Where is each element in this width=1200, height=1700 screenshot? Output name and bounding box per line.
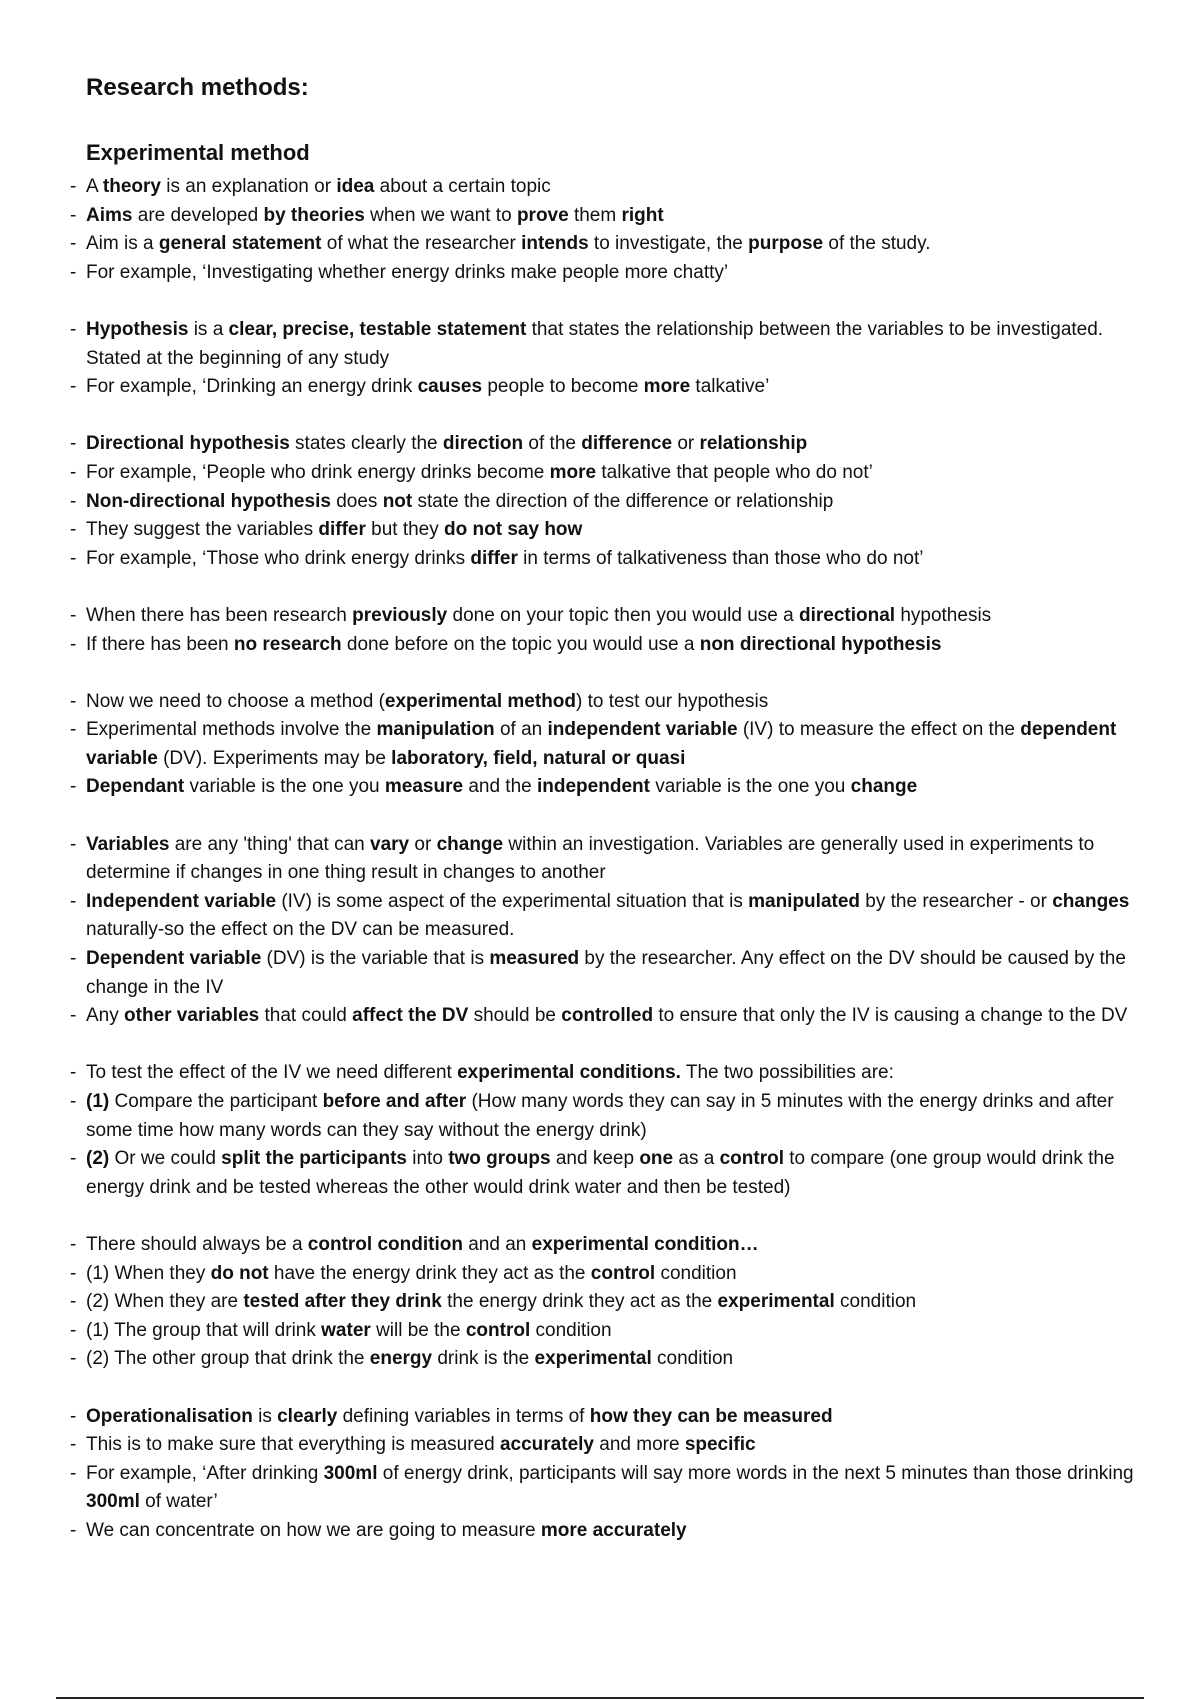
- text-run: (DV) is the variable that is: [261, 948, 490, 970]
- text-run: Experimental methods involve the: [86, 719, 377, 741]
- text-run: done on your topic then you would use a: [447, 604, 799, 626]
- bullet-item: [70, 545, 1140, 574]
- text-run: (IV) is some aspect of the experimental situation that is: [276, 890, 749, 912]
- bullet-item: [70, 1431, 1140, 1460]
- bold-text: Hypothesis: [86, 318, 189, 340]
- text-run: is: [252, 1405, 278, 1427]
- bold-text: Operationalisation: [86, 1405, 253, 1427]
- bullet-item: [70, 373, 1140, 402]
- bullet-item: [70, 230, 1140, 259]
- text-run: but they: [365, 519, 445, 541]
- bullet-item: [70, 1288, 1140, 1317]
- text-run: condition: [655, 1262, 737, 1284]
- text-run: condition: [651, 1348, 734, 1370]
- text-run: defining variables in terms of: [337, 1405, 590, 1427]
- bold-text: manipulated: [748, 890, 861, 912]
- text-run: drink is the: [432, 1348, 535, 1370]
- text-run: variable is the one you: [649, 776, 851, 798]
- text-run: are developed: [132, 204, 264, 226]
- text-run: ) to test our hypothesis: [576, 690, 769, 712]
- bullet-item: [70, 1145, 1140, 1202]
- bold-text: manipulation: [376, 719, 495, 741]
- bold-text: direction: [442, 433, 524, 455]
- bold-text: non directional hypothesis: [699, 633, 942, 655]
- bold-text: independent variable: [547, 719, 738, 741]
- bold-text: prove: [516, 204, 569, 226]
- bold-text: water: [321, 1319, 371, 1341]
- bullet-item: [70, 1517, 1140, 1546]
- bullet-item: [70, 602, 1140, 631]
- text-run: to investigate, the: [588, 233, 749, 255]
- text-run: (IV) to measure the effect on the: [737, 719, 1021, 741]
- bold-text: do not say how: [444, 519, 583, 541]
- text-run: and the: [463, 776, 537, 798]
- bullet-item: [70, 631, 1140, 660]
- text-run: talkative’: [690, 376, 770, 398]
- bullet-item: [70, 516, 1140, 545]
- bold-text: more: [643, 376, 691, 398]
- bold-text: intends: [521, 233, 589, 255]
- bold-text: control: [465, 1319, 531, 1341]
- bullet-item: [70, 1059, 1140, 1088]
- bold-text: Independent variable: [86, 890, 277, 912]
- bold-text: idea: [336, 176, 375, 197]
- bold-text: Aims: [86, 204, 133, 226]
- bold-text: relationship: [699, 433, 808, 455]
- bullet-item: [70, 202, 1140, 231]
- text-run: people to become: [482, 376, 644, 398]
- bold-text: clear, precise, testable statement: [228, 318, 527, 340]
- bold-text: vary: [370, 833, 410, 855]
- bullet-item: [70, 888, 1140, 945]
- bold-text: control condition: [307, 1233, 463, 1255]
- text-run: (2) The other group that drink the: [86, 1348, 370, 1370]
- bullet-item: [70, 831, 1140, 888]
- text-run: should be: [468, 1005, 562, 1027]
- bullet-group: [70, 173, 1140, 287]
- text-run: within an investigation. Variables are generally used in experiments to determine if changes in one thing result in changes to another: [86, 833, 1095, 884]
- bold-text: split the participants: [221, 1148, 407, 1170]
- bold-text: experimental condition…: [531, 1233, 759, 1255]
- bold-text: more: [549, 461, 597, 483]
- bottom-divider: [56, 1697, 1144, 1699]
- bold-text: Variables: [86, 833, 170, 855]
- bold-text: general statement: [158, 233, 322, 255]
- text-run: This is to make sure that everything is measured: [86, 1434, 500, 1456]
- bold-text: affect the DV: [352, 1005, 469, 1027]
- text-run: (How many words they can say in 5 minutes with the energy drinks and after some time how many words can they say without the energy drink): [86, 1091, 1114, 1141]
- bold-text: theory: [102, 176, 161, 197]
- bold-text: tested after they drink: [243, 1291, 442, 1313]
- text-run: and keep: [550, 1148, 640, 1170]
- section-heading: Experimental method: [86, 140, 310, 165]
- text-run: of what the researcher: [321, 233, 522, 255]
- text-run: For example, ‘Drinking an energy drink: [86, 376, 418, 398]
- bullet-group: [70, 688, 1140, 802]
- bullet-item: [70, 173, 1140, 202]
- text-run: that states the relationship between the variables to be investigated. Stated at the beginning of any study: [86, 318, 1104, 369]
- bold-text: control: [590, 1262, 656, 1284]
- bold-text: how they can be measured: [589, 1405, 833, 1427]
- text-run: is a: [188, 318, 229, 340]
- text-run: of energy drink, participants will say more words in the next 5 minutes than those drinking: [377, 1462, 1134, 1484]
- text-run: Or we could: [109, 1148, 222, 1170]
- text-run: or: [672, 433, 700, 455]
- bullet-group: [70, 1231, 1140, 1374]
- bold-text: differ: [318, 519, 366, 541]
- bullet-item: [70, 1002, 1140, 1031]
- bullet-item: [70, 1403, 1140, 1432]
- bold-text: difference: [581, 433, 673, 455]
- text-run: is an explanation or: [160, 176, 337, 197]
- bullet-item: [70, 1260, 1140, 1289]
- text-run: will be the: [370, 1319, 466, 1341]
- bold-text: do not: [210, 1262, 269, 1284]
- text-run: that could: [259, 1005, 353, 1027]
- text-run: They suggest the variables: [86, 519, 319, 541]
- bullet-group: [70, 1403, 1140, 1546]
- bold-text: (1): [86, 1091, 110, 1112]
- text-run: Any: [86, 1005, 125, 1027]
- text-run: the energy drink they act as the: [441, 1291, 718, 1313]
- notes-body: [70, 173, 1140, 1574]
- bullet-item: [70, 259, 1140, 288]
- text-run: of the: [523, 433, 582, 455]
- text-run: For example, ‘Those who drink energy drinks: [86, 547, 471, 569]
- bullet-item: [70, 688, 1140, 717]
- bold-text: Directional hypothesis: [86, 433, 290, 455]
- text-run: A: [86, 176, 103, 197]
- text-run: when we want to: [364, 204, 517, 226]
- bullet-item: [70, 716, 1140, 773]
- bold-text: Dependent variable: [86, 948, 262, 970]
- text-run: For example, ‘After drinking: [86, 1462, 324, 1484]
- bold-text: dependent variable: [86, 719, 1117, 769]
- bold-text: by theories: [263, 204, 365, 226]
- bold-text: (2): [86, 1148, 110, 1170]
- bold-text: experimental conditions.: [457, 1062, 681, 1084]
- text-run: and more: [593, 1434, 685, 1456]
- text-run: We can concentrate on how we are going to measure: [86, 1519, 541, 1541]
- text-run: When there has been research: [86, 604, 353, 626]
- bold-text: two groups: [448, 1148, 551, 1170]
- bold-text: specific: [684, 1434, 756, 1456]
- bullet-item: [70, 945, 1140, 1002]
- bullet-item: [70, 1231, 1140, 1260]
- bullet-item: [70, 459, 1140, 488]
- text-run: have the energy drink they act as the: [268, 1262, 591, 1284]
- bold-text: clearly: [277, 1405, 338, 1427]
- text-run: naturally-so the effect on the DV can be measured.: [86, 919, 515, 941]
- text-run: to ensure that only the IV is causing a change to the DV: [653, 1005, 1128, 1027]
- text-run: by the researcher - or: [860, 890, 1053, 912]
- text-run: Compare the participant: [109, 1091, 323, 1112]
- bold-text: one: [639, 1148, 674, 1170]
- text-run: variable is the one you: [184, 776, 385, 798]
- bold-text: directional: [798, 604, 896, 626]
- bold-text: 300ml: [323, 1462, 378, 1484]
- page-title: Research methods:: [86, 74, 309, 101]
- text-run: If there has been: [86, 633, 234, 655]
- bullet-item: [70, 773, 1140, 802]
- bullet-item: [70, 316, 1140, 373]
- bold-text: before and after: [322, 1091, 467, 1112]
- text-run: of water’: [139, 1491, 218, 1513]
- bold-text: differ: [470, 547, 518, 569]
- text-run: There should always be a: [86, 1233, 308, 1255]
- bullet-item: [70, 430, 1140, 459]
- bold-text: change: [850, 776, 918, 798]
- text-run: of an: [494, 719, 548, 741]
- text-run: For example, ‘Investigating whether energy drinks make people more chatty’: [86, 261, 729, 283]
- text-run: states clearly the: [289, 433, 443, 455]
- bullet-item: [70, 1460, 1140, 1517]
- text-run: To test the effect of the IV we need different: [86, 1062, 458, 1084]
- bold-text: experimental: [717, 1291, 835, 1313]
- text-run: by the researcher. Any effect on the DV should be caused by the change in the IV: [86, 948, 1126, 998]
- text-run: into: [406, 1148, 449, 1170]
- text-run: (2) When they are: [86, 1291, 244, 1313]
- bullet-item: [70, 1317, 1140, 1346]
- bold-text: controlled: [561, 1005, 654, 1027]
- bold-text: previously: [352, 604, 448, 626]
- text-run: The two possibilities are:: [680, 1062, 894, 1084]
- bold-text: Non-directional hypothesis: [86, 490, 331, 512]
- bullet-item: [70, 488, 1140, 517]
- bold-text: control: [719, 1148, 784, 1170]
- bold-text: no research: [233, 633, 342, 655]
- text-run: For example, ‘People who drink energy drinks become: [86, 461, 550, 483]
- bullet-item: [70, 1345, 1140, 1374]
- bold-text: accurately: [499, 1434, 594, 1456]
- bullet-group: [70, 831, 1140, 1031]
- bold-text: causes: [417, 376, 483, 398]
- bold-text: laboratory, field, natural or quasi: [391, 747, 686, 769]
- text-run: hypothesis: [895, 604, 992, 626]
- text-run: talkative that people who do not’: [596, 461, 873, 483]
- text-run: and an: [462, 1233, 532, 1255]
- text-run: or: [409, 833, 437, 855]
- text-run: state the direction of the difference or relationship: [412, 490, 834, 512]
- bold-text: more accurately: [540, 1519, 687, 1541]
- bold-text: 300ml: [86, 1491, 140, 1513]
- bullet-group: [70, 1059, 1140, 1202]
- text-run: Aim is a: [86, 233, 159, 255]
- bold-text: change: [436, 833, 504, 855]
- text-run: condition: [834, 1291, 917, 1313]
- bold-text: not: [382, 490, 413, 512]
- text-run: done before on the topic you would use a: [341, 633, 700, 655]
- bold-text: experimental method: [384, 690, 577, 712]
- text-run: Now we need to choose a method (: [86, 690, 385, 712]
- bullet-group: [70, 430, 1140, 573]
- bold-text: measured: [489, 948, 580, 970]
- bold-text: experimental: [534, 1348, 652, 1370]
- bold-text: energy: [369, 1348, 433, 1370]
- text-run: does: [330, 490, 383, 512]
- bullet-group: [70, 602, 1140, 659]
- bold-text: changes: [1052, 890, 1130, 912]
- text-run: of the study.: [823, 233, 931, 255]
- text-run: (1) The group that will drink: [86, 1319, 322, 1341]
- bold-text: independent: [537, 776, 650, 798]
- bold-text: other variables: [124, 1005, 260, 1027]
- text-run: (1) When they: [86, 1262, 211, 1284]
- text-run: (DV). Experiments may be: [157, 747, 392, 769]
- text-run: as a: [673, 1148, 720, 1170]
- bullet-group: [70, 316, 1140, 402]
- bullet-item: [70, 1088, 1140, 1145]
- bold-text: purpose: [748, 233, 824, 255]
- text-run: in terms of talkativeness than those who do not’: [517, 547, 924, 569]
- bold-text: right: [621, 204, 664, 226]
- text-run: about a certain topic: [374, 176, 551, 197]
- text-run: to compare (one group would drink the energy drink and be tested whereas the other would drink water and then be tested): [86, 1148, 1115, 1198]
- bold-text: measure: [384, 776, 464, 798]
- text-run: condition: [530, 1319, 612, 1341]
- text-run: are any 'thing' that can: [169, 833, 371, 855]
- text-run: them: [568, 204, 622, 226]
- bold-text: Dependant: [86, 776, 185, 798]
